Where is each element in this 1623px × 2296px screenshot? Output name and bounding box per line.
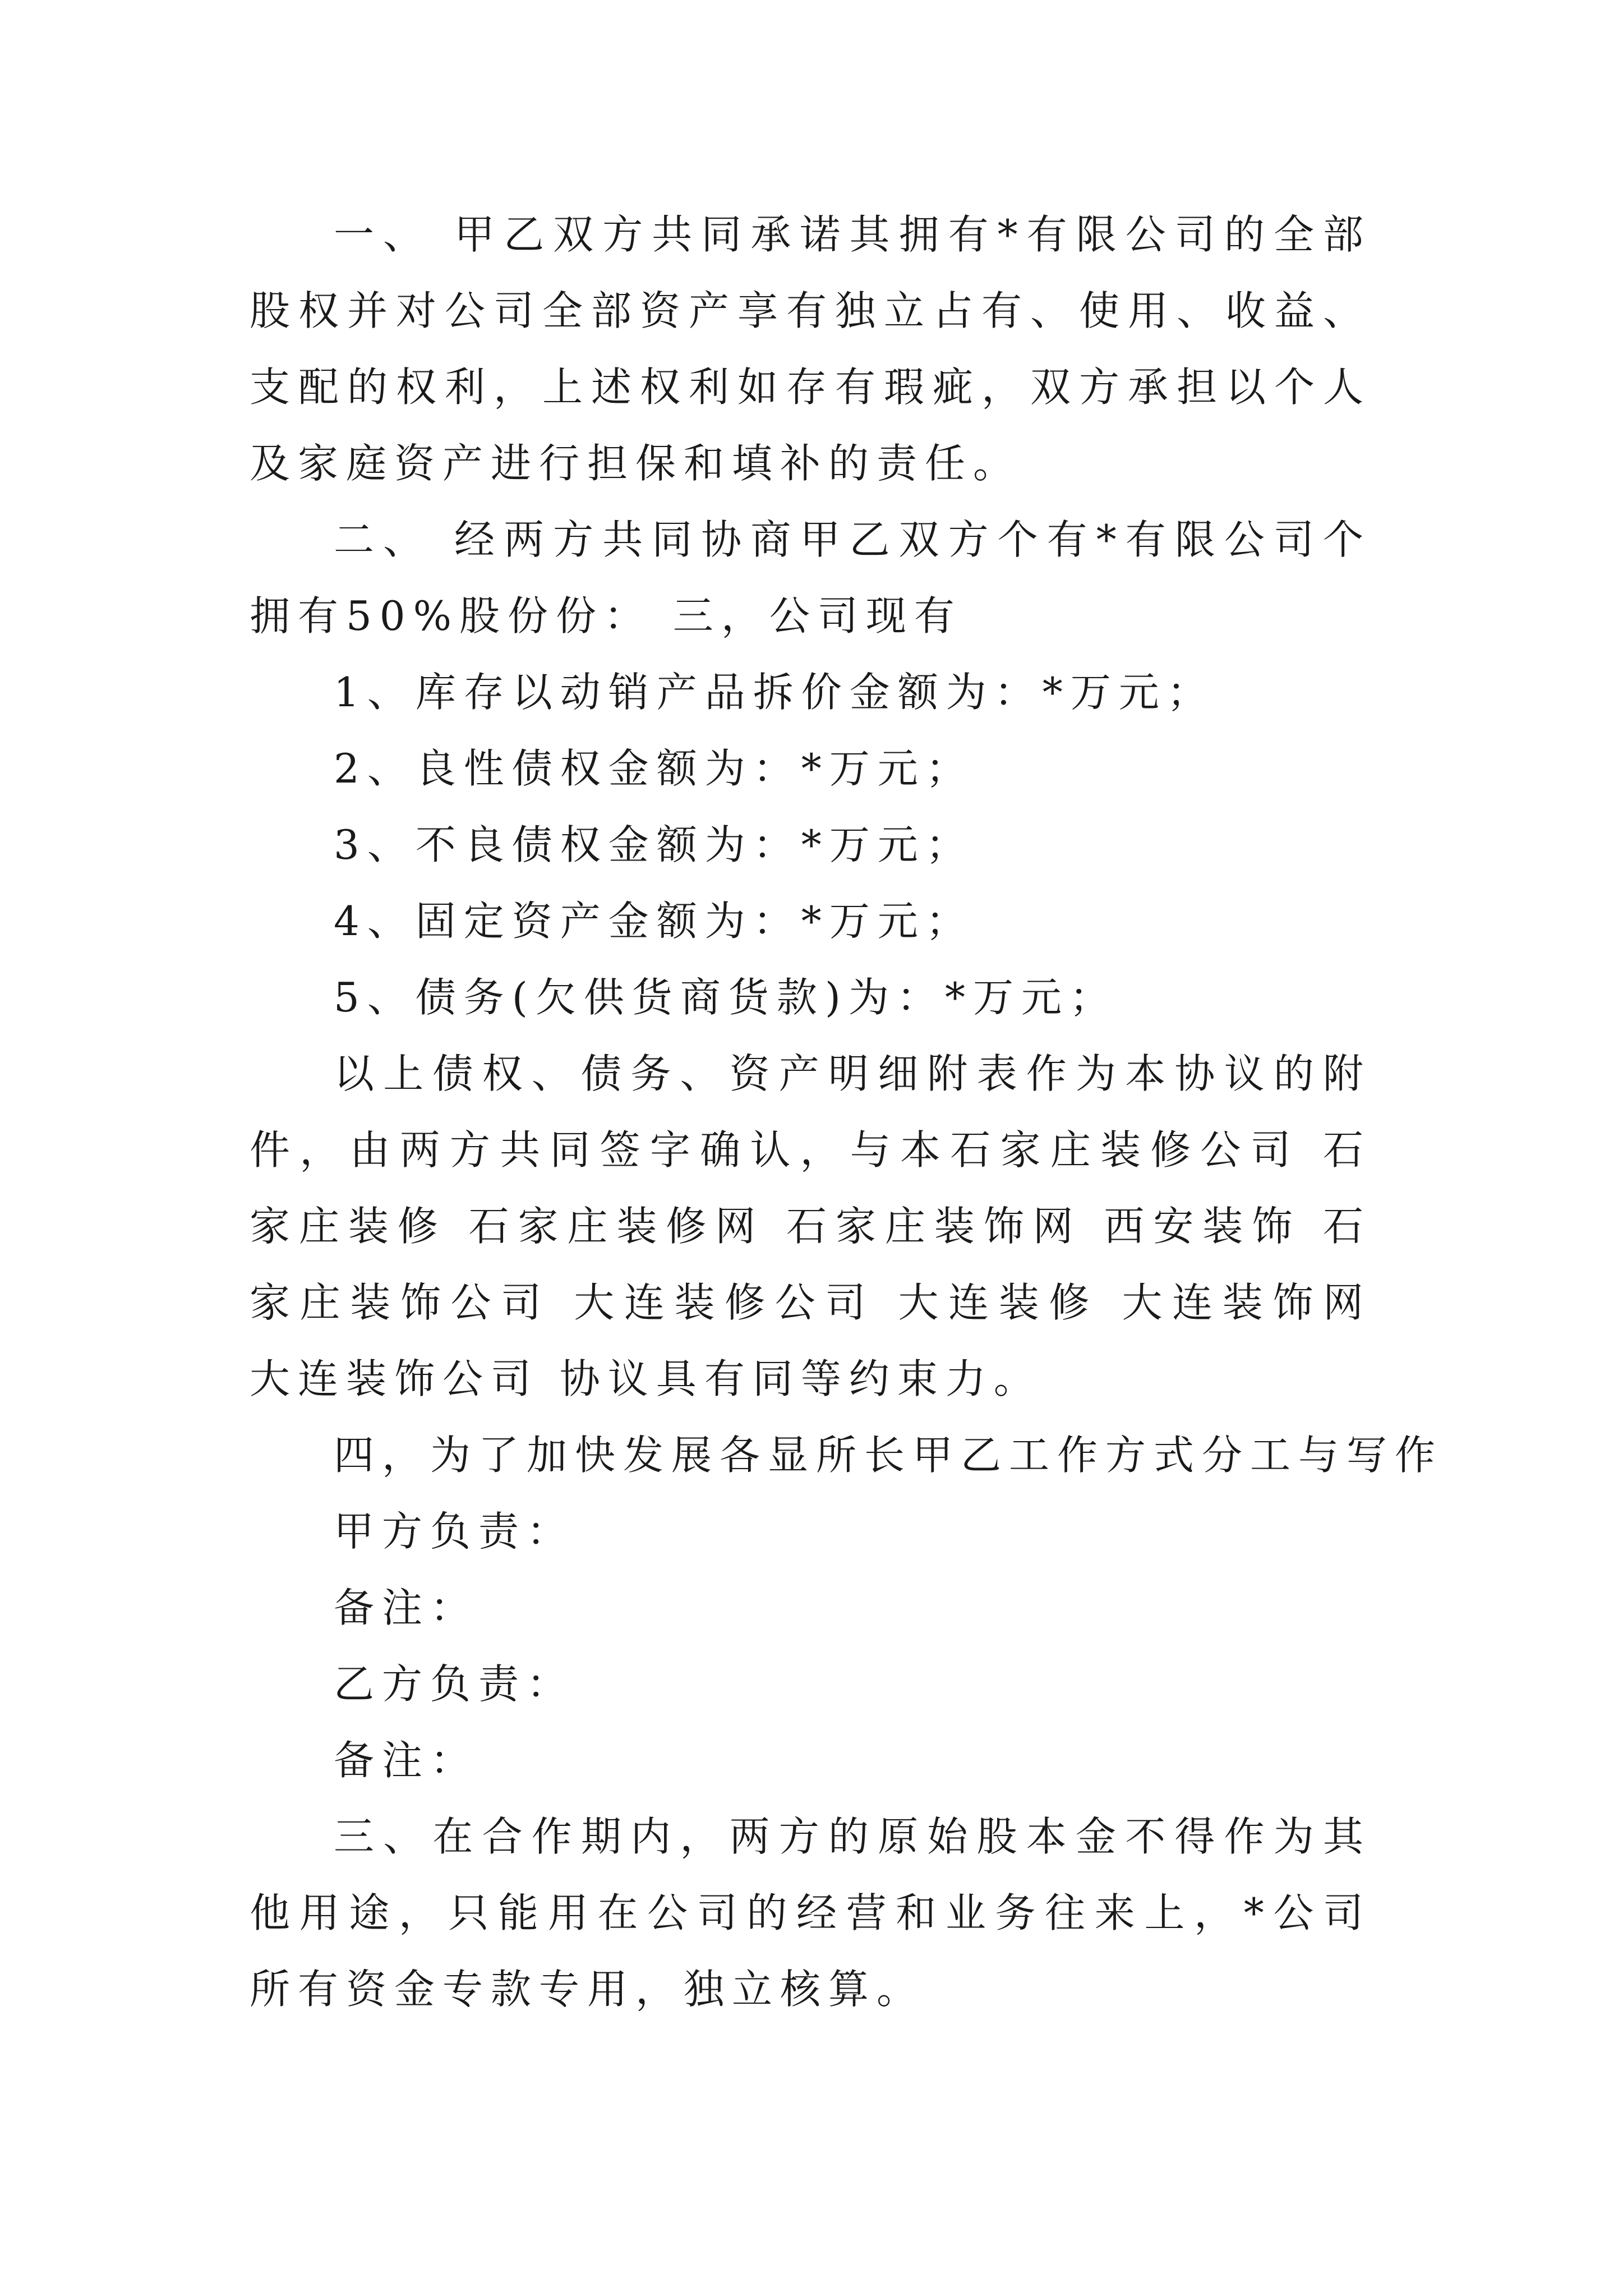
attachment-paragraph: 以上债权、债务、资产明细附表作为本协议的附件，由两方共同签字确认，与本石家庄装修公司 石家庄装修 石家庄装修网 石家庄装饰网 西安装饰 石家庄装饰公司 大连装修公司 大连装修 大连装饰网 大连装饰公司 协议具有同等约束力。 — [250, 1050, 1371, 1402]
asset-item-1: 1、库存以动销产品拆价金额为：*万元； — [334, 669, 1215, 716]
party-b-remark: 备注： — [334, 1737, 479, 1784]
party-a-remark: 备注： — [334, 1584, 479, 1631]
clause-1-paragraph: 一、 甲乙双方共同承诺其拥有*有限公司的全部股权并对公司全部资产享有独立占有、使用、收益、支配的权利，上述权利如存有瑕疵，双方承担以个人及家庭资产进行担保和填补的责任。 — [250, 211, 1371, 487]
asset-item-4: 4、固定资产金额为：*万元； — [334, 898, 974, 945]
capital-usage-paragraph: 三、在合作期内，两方的原始股本金不得作为其他用途，只能用在公司的经营和业务往来上，*公司所有资金专款专用，独立核算。 — [250, 1813, 1371, 2013]
party-a-responsibility: 甲方负责： — [334, 1508, 575, 1555]
asset-item-3: 3、不良债权金额为：*万元； — [334, 821, 974, 868]
document-body — [250, 196, 1444, 2027]
clause-2-paragraph: 二、 经两方共同协商甲乙双方个有*有限公司个拥有50%股份份： 三，公司现有 — [250, 516, 1371, 639]
clause-4-heading: 四，为了加快发展各显所长甲乙工作方式分工与写作 — [334, 1432, 1444, 1479]
asset-item-5: 5、债务(欠供货商货款)为：*万元； — [334, 974, 1118, 1021]
asset-item-2: 2、良性债权金额为：*万元； — [334, 745, 974, 792]
party-b-responsibility: 乙方负责： — [334, 1660, 575, 1708]
